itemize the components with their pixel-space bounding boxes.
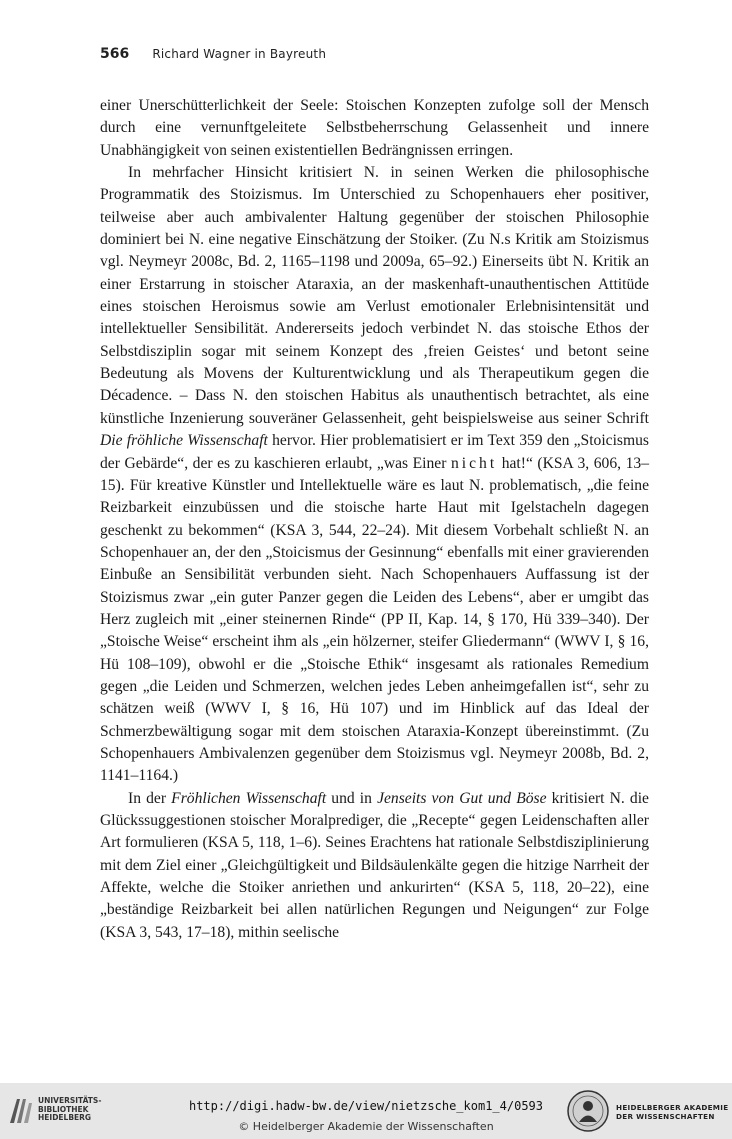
academy-logo[interactable] [566, 1089, 732, 1133]
body-text [100, 95, 649, 944]
paragraph-1: einer Unerschütterlichkeit der Seele: Stoischen Konzepten zufolge soll der Mensch durch eine vernunftgeleitete Selbstbeherrschung Gelassenheit und innere Unabhängigkeit von seinen existentiellen Bedrängnissen erringen. [100, 97, 649, 159]
paragraph-3-part-b: und in [326, 789, 378, 807]
source-url-link[interactable]: http://digi.hadw-bw.de/view/nietzsche_kom1_4/0593 [188, 1099, 543, 1113]
academy-name: HEIDELBERGER AKADEMIE DER WISSENSCHAFTEN [616, 1103, 729, 1121]
paragraph-2 [100, 162, 649, 788]
library-name: UNIVERSITÄTS- BIBLIOTHEK HEIDELBERG [38, 1096, 102, 1123]
work-title-froehliche-wissenschaft: Die fröhliche Wissenschaft [100, 432, 268, 450]
page-number: 566 [100, 46, 130, 62]
academy-seal-icon [566, 1089, 610, 1133]
paragraph-2-part-b: hervor. Hier problematisiert er im Text 359 den „Stoicismus der Gebärde“, der es zu kaschieren erlaubt, „was Einer [100, 432, 649, 472]
work-title-froehlichen-wissenschaft: Fröhlichen Wissenschaft [171, 789, 327, 807]
paragraph-2-part-c: hat!“ (KSA 3, 606, 13–15). Für kreative Künstler und Intellektuelle wäre es laut N. problematisch, „die feine Reizbarkeit einzubüssen und die stoische harte Haut mit Igelstacheln dagegen geschenkt zu bekommen“ (KSA 3, 544, 22–24). Mit diesem Vorbehalt schließt N. an Schopenhauer an, der den „Stoicismus der Gesinnung“ ebenfalls mit einer gravierenden Einbuße an Sensibilität verbunden sieht. Nach Schopenhauers Auffassung ist der Stoizismus zwar „ein guter Panzer gegen die Leiden des Lebens“, aber er umgibt das Herz zugleich mit „einer steinernen Rinde“ (PP II, Kap. 14, § 170, Hü 339–340). Der „Stoische Weise“ erscheint ihm als „ein hölzerner, steifer Gliedermann“ (WWV I, § 16, Hü 108–109), obwohl er die „Stoische Ethik“ insgesamt als rationales Remedium gegen „die Leiden und Schmerzen, welchen jedes Leben anheimgefallen ist“, sehr zu schätzen weiß (WWV I, § 16, Hü 107) und im Hinblick auf das Ideal der Schmerzbewältigung sogar mit dem stoischen Ataraxia-Konzept übereinstimmt. (Zu Schopenhauers Ambivalenzen gegenüber dem Stoizismus vgl. Neymeyr 2008b, Bd. 2, 1141–1164.) [100, 454, 649, 785]
paragraph-3-part-a: In der [128, 789, 172, 807]
spaced-emphasis: nicht [450, 454, 498, 472]
copyright-notice: © Heidelberger Akademie der Wissenschaften [238, 1120, 494, 1133]
paragraph-2-part-a: In mehrfacher Hinsicht kritisiert N. in seinen Werken die philosophische Programmatik des Stoizismus. Im Unterschied zu Schopenhauers eher positiver, teilweise aber auch ambivalenter Haltung gegenüber der stoischen Philosophie dominiert bei N. eine negative Einschätzung der Stoiker. (Zu N.s Kritik am Stoizismus vgl. Neymeyr 2008c, Bd. 2, 1165–1198 und 2009a, 65–92.) Einerseits übt N. Kritik an einer Erstarrung in stoischer Ataraxia, an der maskenhaft-unauthentischen Attitüde eines stoischen Heroismus sowie am Verlust emotionaler Erlebnisintensität und intellektueller Sensibilität. Andererseits jedoch verbindet N. das stoische Ethos der Selbstdisziplin sogar mit seinem Konzept des ‚freien Geistes‘ und betont seine Bedeutung als Movens der Kulturentwicklung und als Therapeutikum gegen die Décadence. – Dass N. den stoischen Habitus als unauthentisch betrachtet, als eine künstliche Inzenierung souveräner Gelassenheit, geht beispielsweise aus seiner Schrift [100, 164, 649, 427]
footer-bar [0, 1083, 732, 1139]
paragraph-3-part-c: kritisiert N. die Glückssuggestionen stoischer Moralprediger, die „Recepte“ gegen Leidenschaften aller Art formulieren (KSA 5, 118, 1–6). Seines Erachtens hat rationale Selbstdisziplinierung mit dem Ziel einer „Gleichgültigkeit und Bildsäulenkälte gegen die hitzige Narrheit der Affekte, welche die Stoiker anriethen und ankurirten“ (KSA 5, 118, 20–22), eine „beständige Reizbarkeit bei allen natürlichen Regungen und Neigungen“ zur Folge (KSA 3, 543, 17–18), mithin seelische [100, 789, 649, 941]
work-title-jenseits: Jenseits von Gut und Böse [377, 789, 547, 807]
running-head: Richard Wagner in Bayreuth [152, 47, 327, 61]
page-header [100, 43, 660, 65]
paragraph-3 [100, 788, 649, 944]
